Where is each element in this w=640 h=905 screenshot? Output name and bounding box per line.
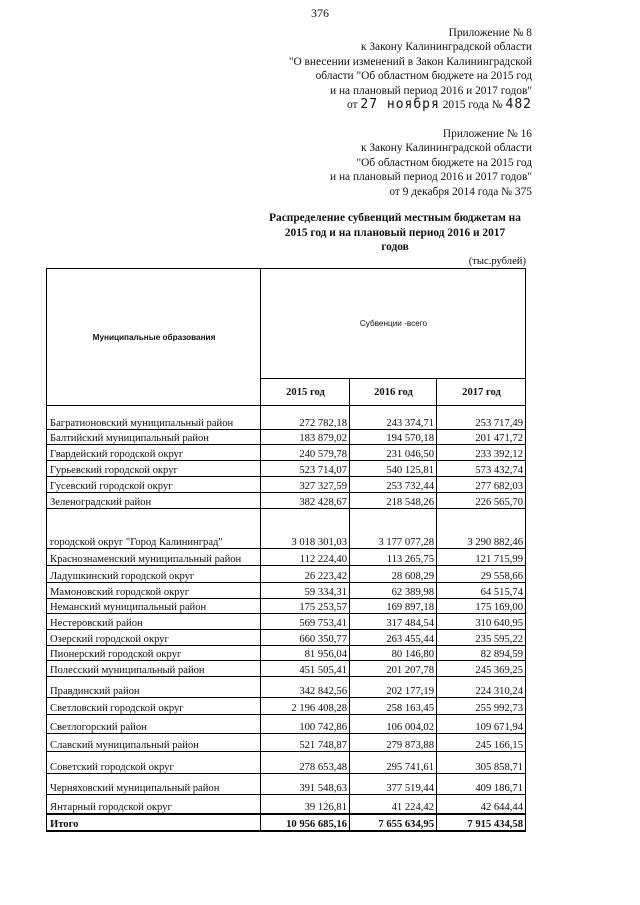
total-2017: 7 915 434,58	[437, 814, 526, 831]
value-2016: 295 741,61	[350, 752, 437, 774]
value-2017: 42 644,44	[437, 795, 526, 814]
table-row	[47, 566, 526, 583]
municipality-name: Гусевский городской округ	[47, 477, 261, 493]
table-row	[47, 774, 526, 795]
page-number: 376	[311, 6, 329, 20]
title-line2: 2015 год и на плановый период 2016 и 2017	[284, 226, 506, 239]
appendix-8-line3: "О внесении изменений в Закон Калининградской	[288, 55, 532, 68]
value-2015: 569 753,41	[261, 614, 350, 630]
municipality-name: Правдинский район	[47, 677, 261, 698]
municipality-name: Багратионовский муниципальный район	[47, 406, 261, 430]
value-2016: 231 046,50	[350, 445, 437, 461]
value-2017: 82 894,59	[437, 646, 526, 661]
municipality-name: Славский муниципальный район	[47, 734, 261, 752]
value-2016: 243 374,71	[350, 406, 437, 430]
table-row	[47, 752, 526, 774]
document-title	[240, 211, 550, 255]
table-row	[47, 646, 526, 661]
value-2017: 226 565,70	[437, 493, 526, 509]
municipality-name: Озерский городской округ	[47, 630, 261, 646]
appendix-8-line2: к Закону Калининградской области	[360, 41, 532, 54]
appendix-8-date	[232, 98, 532, 112]
value-2015: 278 653,48	[261, 752, 350, 774]
year-2016-header: 2016 год	[350, 379, 437, 406]
value-2017: 175 169,00	[437, 599, 526, 614]
date-prefix: от	[347, 99, 358, 112]
value-2015: 327 327,59	[261, 477, 350, 493]
appendix-16-line4: и на плановый период 2016 и 2017 годов"	[330, 171, 532, 184]
value-2017: 3 290 882,46	[437, 509, 526, 549]
value-2015: 451 505,41	[261, 661, 350, 677]
value-2016: 377 519,44	[350, 774, 437, 795]
value-2016: 106 004,02	[350, 715, 437, 734]
value-2015: 382 428,67	[261, 493, 350, 509]
table-row	[47, 406, 526, 430]
value-2017: 64 515,74	[437, 583, 526, 599]
value-2017: 245 166,15	[437, 734, 526, 752]
value-2017: 235 595,22	[437, 630, 526, 646]
municipality-name: Светлогорский район	[47, 715, 261, 734]
table-body	[47, 269, 526, 831]
value-2015: 660 350,77	[261, 630, 350, 646]
value-2016: 80 146,80	[350, 646, 437, 661]
value-2015: 39 126,81	[261, 795, 350, 814]
header-row	[47, 269, 526, 379]
value-2017: 109 671,94	[437, 715, 526, 734]
value-2016: 263 455,44	[350, 630, 437, 646]
value-2017: 573 432,74	[437, 461, 526, 477]
value-2017: 201 471,72	[437, 430, 526, 445]
subventions-table	[46, 268, 526, 832]
value-2016: 317 484,54	[350, 614, 437, 630]
table-row	[47, 795, 526, 814]
table-row	[47, 477, 526, 493]
value-2016: 218 548,26	[350, 493, 437, 509]
value-2016: 41 224,42	[350, 795, 437, 814]
municipality-name: Янтарный городской округ	[47, 795, 261, 814]
value-2015: 175 253,57	[261, 599, 350, 614]
appendix-16-line5: от 9 декабря 2014 года № 375	[389, 185, 532, 198]
table-row	[47, 698, 526, 715]
value-2015: 272 782,18	[261, 406, 350, 430]
value-2016: 194 570,18	[350, 430, 437, 445]
table-row	[47, 549, 526, 566]
municipality-name: Неманский муниципальный район	[47, 599, 261, 614]
appendix-16-line1: Приложение № 16	[442, 128, 532, 140]
appendix-8-header	[232, 26, 532, 112]
value-2016: 3 177 077,28	[350, 509, 437, 549]
municipality-name: Светловский городской округ	[47, 698, 261, 715]
value-2015: 59 334,31	[261, 583, 350, 599]
municipality-name: Гвардейский городской округ	[47, 445, 261, 461]
table-row	[47, 677, 526, 698]
handwritten-number: 482	[505, 97, 532, 113]
table-row	[47, 430, 526, 445]
value-2017: 310 640,95	[437, 614, 526, 630]
municipality-name: Краснознаменский муниципальный район	[47, 549, 261, 566]
table-row	[47, 599, 526, 614]
municipality-name: Черняховский муниципальный район	[47, 774, 261, 795]
total-2016: 7 655 634,95	[350, 814, 437, 831]
municipality-name: Нестеровский район	[47, 614, 261, 630]
value-2017: 121 715,99	[437, 549, 526, 566]
subventions-column-header: Субвенции -всего	[261, 269, 526, 379]
value-2015: 3 018 301,03	[261, 509, 350, 549]
total-row	[47, 814, 526, 831]
value-2016: 62 389,98	[350, 583, 437, 599]
appendix-16-header	[232, 127, 532, 199]
value-2017: 233 392,12	[437, 445, 526, 461]
total-2015: 10 956 685,16	[261, 814, 350, 831]
municipality-name: Полесский муниципальный район	[47, 661, 261, 677]
appendix-16-line2: к Закону Калининградской области	[360, 142, 532, 155]
municipality-name: Зеленоградский район	[47, 493, 261, 509]
table-row	[47, 661, 526, 677]
year-2015-header: 2015 год	[261, 379, 350, 406]
municipality-name: Гурьевский городской округ	[47, 461, 261, 477]
table-row	[47, 630, 526, 646]
value-2017: 29 558,66	[437, 566, 526, 583]
municipality-name: городской округ "Город Калининград"	[47, 509, 261, 549]
municipality-name: Пионерский городской округ	[47, 646, 261, 661]
municipality-name: Балтийский муниципальный район	[47, 430, 261, 445]
value-2016: 113 265,75	[350, 549, 437, 566]
appendix-8-line5: и на плановый период 2016 и 2017 годов"	[330, 84, 532, 97]
table-row	[47, 614, 526, 630]
value-2015: 523 714,07	[261, 461, 350, 477]
title-line3: годов	[381, 241, 409, 254]
value-2015: 81 956,04	[261, 646, 350, 661]
value-2015: 342 842,56	[261, 677, 350, 698]
municipality-name: Мамоновский городской округ	[47, 583, 261, 599]
value-2017: 409 186,71	[437, 774, 526, 795]
value-2016: 253 732,44	[350, 477, 437, 493]
table-row	[47, 734, 526, 752]
year-2017-header: 2017 год	[437, 379, 526, 406]
value-2017: 245 369,25	[437, 661, 526, 677]
value-2016: 279 873,88	[350, 734, 437, 752]
value-2015: 26 223,42	[261, 566, 350, 583]
value-2016: 28 608,29	[350, 566, 437, 583]
table-row	[47, 715, 526, 734]
municipality-name: Советский городской округ	[47, 752, 261, 774]
value-2017: 277 682,03	[437, 477, 526, 493]
table-row	[47, 461, 526, 477]
municipality-name: Ладушкинский городской округ	[47, 566, 261, 583]
value-2016: 258 163,45	[350, 698, 437, 715]
appendix-16-line3: "Об областном бюджете на 2015 год	[356, 156, 532, 169]
value-2015: 2 196 408,28	[261, 698, 350, 715]
table-row	[47, 493, 526, 509]
value-2015: 240 579,78	[261, 445, 350, 461]
table-row	[47, 445, 526, 461]
table-row	[47, 583, 526, 599]
value-2015: 521 748,87	[261, 734, 350, 752]
date-year: 2015 года №	[442, 99, 503, 112]
value-2015: 183 879,02	[261, 430, 350, 445]
municipality-column-header: Муниципальные образования	[47, 269, 261, 406]
handwritten-date: 27 ноября	[360, 97, 440, 113]
title-line1: Распределение субвенций местным бюджетам на	[269, 212, 521, 224]
value-2015: 112 224,40	[261, 549, 350, 566]
appendix-8-line4: области "Об областном бюджете на 2015 год	[315, 70, 532, 83]
appendix-8-line1: Приложение № 8	[448, 27, 532, 39]
value-2015: 391 548,63	[261, 774, 350, 795]
value-2017: 224 310,24	[437, 677, 526, 698]
units-label: (тыс.рублей)	[468, 256, 526, 267]
value-2016: 169 897,18	[350, 599, 437, 614]
value-2015: 100 742,86	[261, 715, 350, 734]
value-2017: 255 992,73	[437, 698, 526, 715]
total-label: Итого	[47, 814, 261, 831]
value-2017: 253 717,49	[437, 406, 526, 430]
value-2017: 305 858,71	[437, 752, 526, 774]
table-row	[47, 509, 526, 549]
value-2016: 201 207,78	[350, 661, 437, 677]
value-2016: 202 177,19	[350, 677, 437, 698]
value-2016: 540 125,81	[350, 461, 437, 477]
